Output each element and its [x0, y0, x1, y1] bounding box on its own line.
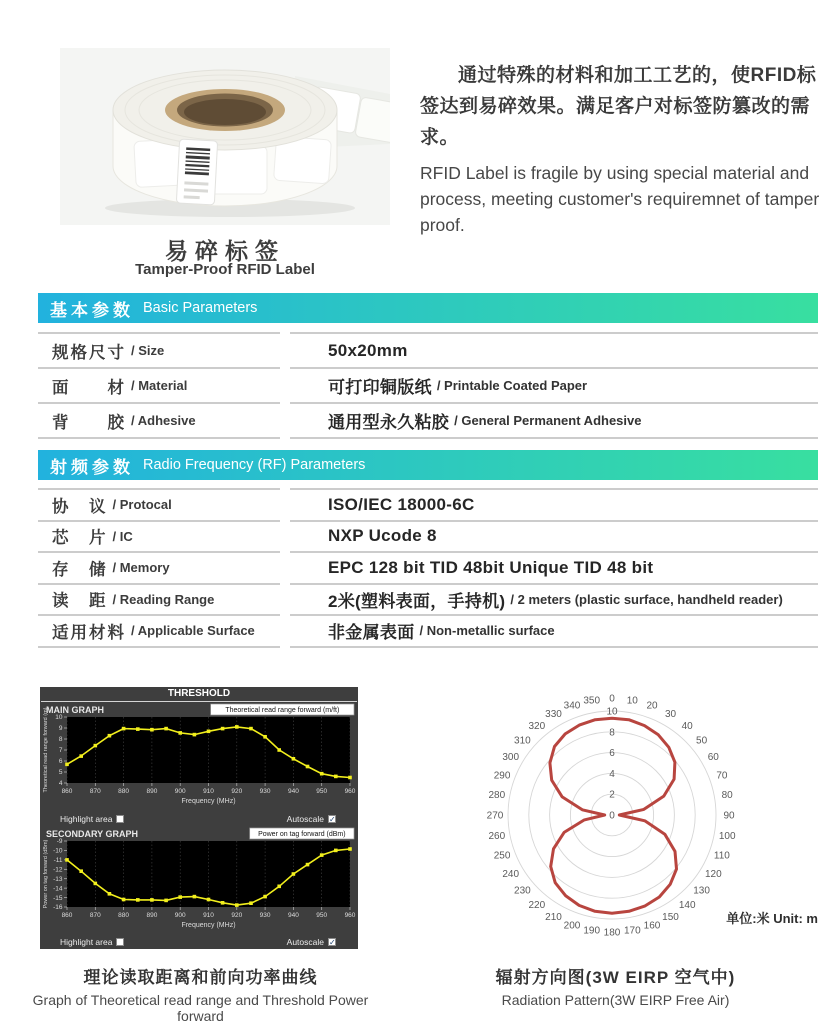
svg-text:130: 130: [693, 885, 710, 897]
svg-text:Power on tag forward (dBm): Power on tag forward (dBm): [43, 839, 49, 909]
svg-text:860: 860: [61, 912, 73, 919]
param-value-en: / 2 meters (plastic surface, handheld reader): [510, 591, 783, 607]
svg-text:2: 2: [609, 789, 615, 801]
table-row: [38, 551, 818, 583]
svg-text:950: 950: [316, 912, 328, 919]
svg-text:350: 350: [583, 695, 601, 707]
hanging-tag: [176, 139, 217, 205]
svg-text:20: 20: [646, 700, 658, 712]
svg-text:-11: -11: [53, 857, 63, 865]
banner-title-en: Basic Parameters: [143, 300, 258, 316]
svg-text:8: 8: [609, 727, 615, 739]
autoscale-checkbox[interactable]: ✓: [329, 815, 336, 824]
table-row: [38, 402, 818, 439]
param-value-en: / General Permanent Adhesive: [454, 413, 642, 428]
svg-text:940: 940: [287, 912, 299, 919]
product-title-cn: 易碎标签: [165, 238, 285, 264]
svg-text:9: 9: [58, 725, 63, 733]
basic-parameters-table: [38, 332, 818, 439]
svg-text:-15: -15: [53, 894, 63, 902]
param-value: NXP Ucode 8: [328, 526, 437, 546]
svg-text:MAIN GRAPH: MAIN GRAPH: [46, 705, 104, 715]
svg-text:920: 920: [231, 912, 243, 919]
svg-text:10: 10: [626, 695, 638, 707]
table-row: [38, 520, 818, 552]
table-row: [38, 367, 818, 402]
param-value: 2米(塑料表面，手持机): [328, 591, 506, 611]
param-label-en: / Size: [131, 343, 165, 358]
svg-text:10: 10: [606, 706, 618, 718]
svg-text:7: 7: [58, 747, 63, 755]
main-graph: [40, 702, 358, 814]
table-row: [38, 614, 818, 648]
svg-text:SECONDARY GRAPH: SECONDARY GRAPH: [46, 829, 139, 839]
param-value: 可打印铜版纸: [328, 378, 432, 397]
svg-text:40: 40: [681, 720, 693, 732]
svg-text:60: 60: [707, 752, 719, 763]
polar-unit-label: 单位:米 Unit: m: [726, 911, 818, 926]
param-label-cn: 读 距: [52, 592, 108, 611]
svg-text:30: 30: [664, 709, 677, 721]
svg-text:4: 4: [609, 768, 615, 780]
svg-text:5: 5: [58, 769, 63, 777]
svg-text:880: 880: [118, 912, 130, 919]
svg-text:-12: -12: [53, 866, 63, 874]
highlight-area-checkbox[interactable]: [116, 938, 124, 946]
basic-parameters-banner: [38, 293, 818, 323]
svg-text:8: 8: [58, 736, 63, 744]
svg-text:220: 220: [528, 900, 546, 912]
product-title-en: Tamper-Proof RFID Label: [135, 261, 315, 278]
param-value: 非金属表面: [328, 623, 415, 643]
caption-en: Graph of Theoretical read range and Threshold Power forward: [32, 992, 369, 1024]
svg-text:80: 80: [721, 790, 733, 802]
secondary-graph-controls: [40, 936, 358, 948]
table-row: [38, 488, 818, 520]
param-label-en: / Applicable Surface: [131, 623, 255, 639]
svg-text:200: 200: [563, 920, 581, 932]
svg-text:330: 330: [545, 709, 562, 721]
param-value-en: / Printable Coated Paper: [436, 378, 588, 393]
param-label-cn: 适用材料: [52, 623, 126, 642]
svg-text:Power on tag forward (dBm): Power on tag forward (dBm): [258, 831, 346, 838]
autoscale-checkbox[interactable]: ✓: [329, 938, 336, 947]
param-label-en: / Adhesive: [131, 413, 196, 428]
svg-text:Theoretical read range forward: Theoretical read range forward (m/ft): [225, 707, 340, 714]
table-row: [38, 332, 818, 367]
svg-text:320: 320: [528, 720, 546, 732]
label-roll: [113, 70, 337, 206]
svg-text:70: 70: [716, 770, 728, 782]
caption-cn: 辐射方向图(3W EIRP 空气中): [495, 968, 736, 987]
caption-cn: 理论读取距离和前向功率曲线: [83, 968, 318, 987]
svg-text:950: 950: [316, 788, 328, 795]
secondary-graph: [40, 826, 358, 938]
svg-text:Theoretical read range forward: Theoretical read range forward (m): [43, 707, 49, 793]
svg-text:-16: -16: [53, 904, 63, 912]
param-label-cn: 背 胶: [52, 413, 126, 432]
autoscale-label: Autoscale: [286, 814, 324, 824]
banner-title-en: Radio Frequency (RF) Parameters: [143, 457, 366, 473]
param-value-en: / Non-metallic surface: [419, 623, 555, 639]
svg-text:4: 4: [58, 780, 63, 788]
svg-text:960: 960: [344, 912, 356, 919]
svg-text:240: 240: [502, 869, 520, 880]
svg-text:900: 900: [174, 912, 186, 919]
svg-text:300: 300: [502, 752, 520, 763]
svg-text:50: 50: [696, 735, 708, 747]
svg-text:930: 930: [259, 788, 271, 795]
banner-title-cn: 基本参数: [50, 300, 134, 320]
svg-text:-9: -9: [56, 838, 63, 846]
svg-text:Frequency (MHz): Frequency (MHz): [181, 798, 236, 805]
main-graph-controls: [40, 813, 358, 825]
param-label-cn: 规格尺寸: [52, 343, 126, 362]
rf-parameters-table: [38, 488, 818, 648]
svg-text:310: 310: [514, 735, 531, 747]
threshold-title: THRESHOLD: [41, 687, 357, 702]
param-label-en: / Protocal: [112, 497, 172, 513]
threshold-caption: [28, 963, 373, 1024]
param-label-cn: 协 议: [52, 497, 108, 516]
param-value: EPC 128 bit TID 48bit Unique TID 48 bit: [328, 557, 654, 577]
svg-text:860: 860: [61, 788, 73, 795]
svg-text:280: 280: [488, 790, 506, 802]
svg-text:290: 290: [493, 770, 511, 782]
table-row: [38, 583, 818, 615]
param-label-en: / Reading Range: [112, 591, 215, 607]
svg-text:890: 890: [146, 788, 158, 795]
svg-text:10: 10: [55, 714, 63, 722]
svg-text:210: 210: [545, 911, 562, 923]
param-label-cn: 存 储: [52, 560, 108, 579]
svg-text:880: 880: [118, 788, 130, 795]
caption-en: Radiation Pattern(3W EIRP Free Air): [501, 992, 730, 1008]
svg-text:150: 150: [662, 911, 679, 923]
svg-text:910: 910: [203, 788, 214, 795]
param-label-en: / Material: [131, 378, 188, 393]
highlight-area-checkbox[interactable]: [116, 815, 124, 823]
param-label-cn: 面 材: [52, 378, 126, 397]
svg-text:230: 230: [514, 885, 531, 897]
param-label-en: / Memory: [112, 560, 170, 576]
param-value: ISO/IEC 18000-6C: [328, 494, 475, 514]
param-label-cn: 芯 片: [52, 529, 108, 548]
svg-text:-13: -13: [53, 875, 63, 883]
svg-text:6: 6: [58, 758, 63, 766]
highlight-area-label: Highlight area: [60, 814, 113, 824]
svg-text:140: 140: [678, 900, 696, 912]
svg-text:-14: -14: [53, 885, 63, 893]
param-value: 通用型永久粘胶: [328, 413, 450, 432]
svg-text:250: 250: [493, 850, 511, 862]
svg-text:110: 110: [713, 850, 730, 862]
svg-text:6: 6: [609, 748, 615, 760]
svg-text:910: 910: [203, 912, 214, 919]
svg-text:870: 870: [89, 788, 101, 795]
description-chinese: 通过特殊的材料和加工工艺的，使RFID标签达到易碎效果。满足客户对标签防篡改的需求。: [420, 65, 817, 148]
svg-text:930: 930: [259, 912, 271, 919]
radiation-caption: [448, 963, 783, 1008]
highlight-area-label: Highlight area: [60, 937, 113, 947]
param-value: 50x20mm: [328, 340, 408, 360]
svg-text:260: 260: [488, 830, 506, 842]
svg-text:960: 960: [344, 788, 356, 795]
svg-text:870: 870: [89, 912, 101, 919]
svg-text:120: 120: [704, 869, 722, 880]
product-photo: [60, 48, 390, 225]
svg-text:0: 0: [609, 693, 615, 705]
svg-text:170: 170: [623, 925, 641, 937]
svg-text:190: 190: [583, 925, 601, 937]
svg-text:0: 0: [609, 810, 615, 822]
svg-text:-10: -10: [53, 847, 63, 855]
svg-text:340: 340: [563, 700, 581, 712]
param-label-en: / IC: [112, 528, 133, 544]
threshold-chart-panel: [40, 687, 358, 949]
svg-text:90: 90: [723, 810, 735, 822]
svg-text:890: 890: [146, 912, 158, 919]
banner-title-cn: 射频参数: [50, 457, 134, 477]
svg-text:920: 920: [231, 788, 243, 795]
description-english: RFID Label is fragile by using special material and process, meeting customer's requiremnet of tamper proof.: [420, 163, 820, 235]
svg-text:270: 270: [486, 810, 504, 822]
svg-text:180: 180: [603, 927, 621, 939]
svg-text:900: 900: [174, 788, 186, 795]
autoscale-label: Autoscale: [286, 937, 324, 947]
product-description: [420, 60, 830, 238]
rf-parameters-banner: [38, 450, 818, 480]
svg-text:160: 160: [643, 920, 661, 932]
svg-text:940: 940: [287, 788, 299, 795]
svg-text:Frequency (MHz): Frequency (MHz): [181, 922, 236, 929]
svg-text:100: 100: [718, 830, 736, 842]
